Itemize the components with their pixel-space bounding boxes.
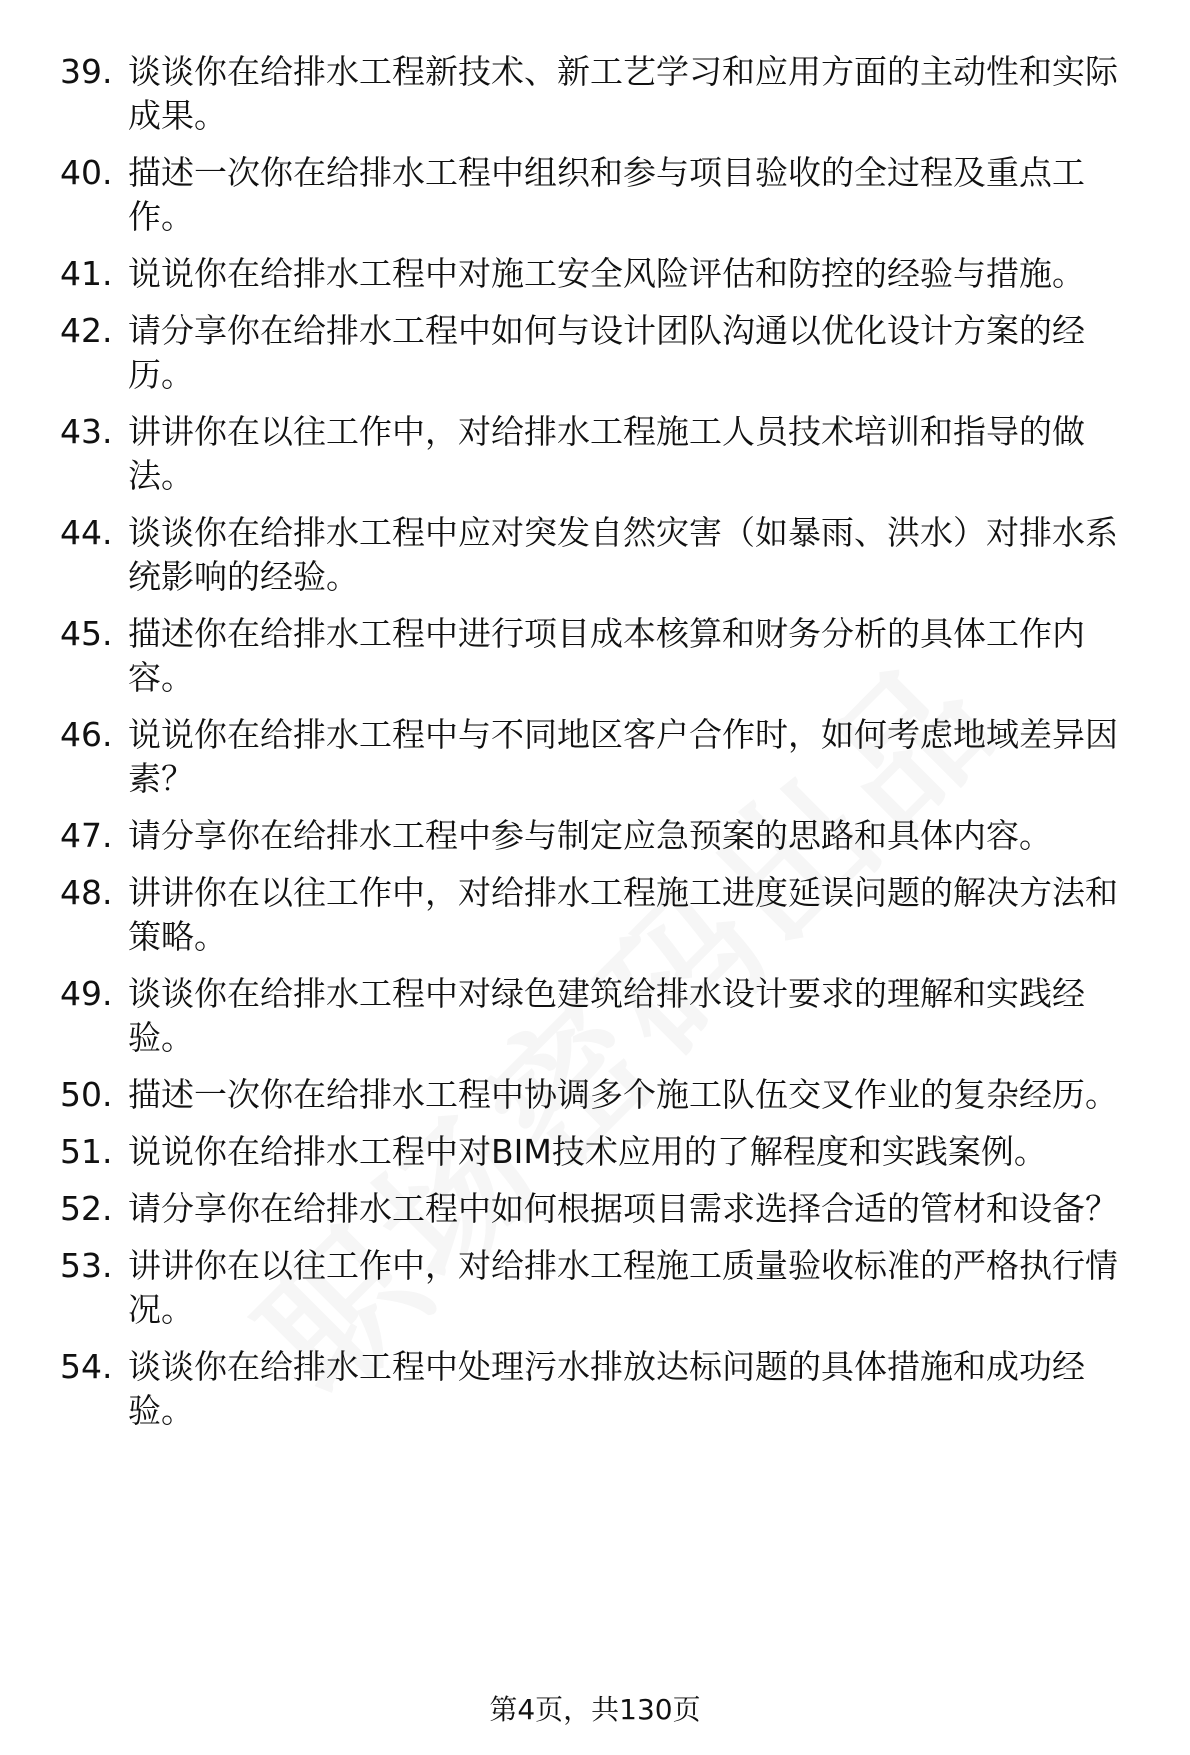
question-number: 43. xyxy=(60,412,113,451)
page-number: 第4页，共130页 xyxy=(489,1693,701,1726)
question-text: 谈谈你在给排水工程中处理污水排放达标问题的具体措施和成功经验。 xyxy=(128,1347,1085,1430)
question-text: 请分享你在给排水工程中如何根据项目需求选择合适的管材和设备？ xyxy=(128,1189,1118,1228)
question-text: 说说你在给排水工程中与不同地区客户合作时，如何考虑地域差异因素？ xyxy=(128,715,1118,798)
question-text: 谈谈你在给排水工程中应对突发自然灾害（如暴雨、洪水）对排水系统影响的经验。 xyxy=(128,513,1118,596)
list-item xyxy=(60,309,1150,397)
list-item xyxy=(60,1244,1150,1332)
question-number: 46. xyxy=(60,715,113,754)
list-item xyxy=(60,252,1150,296)
question-text: 谈谈你在给排水工程中对绿色建筑给排水设计要求的理解和实践经验。 xyxy=(128,974,1085,1057)
list-item xyxy=(60,972,1150,1060)
question-number: 53. xyxy=(60,1246,113,1285)
list-item xyxy=(60,151,1150,239)
list-item xyxy=(60,50,1150,138)
question-number: 50. xyxy=(60,1075,113,1114)
question-number: 48. xyxy=(60,873,113,912)
list-item xyxy=(60,511,1150,599)
question-number: 54. xyxy=(60,1347,113,1386)
question-list xyxy=(60,50,1150,1446)
question-text: 描述你在给排水工程中进行项目成本核算和财务分析的具体工作内容。 xyxy=(128,614,1085,697)
list-item xyxy=(60,1130,1150,1174)
question-number: 39. xyxy=(60,52,113,91)
list-item xyxy=(60,871,1150,959)
question-number: 51. xyxy=(60,1132,113,1171)
list-item xyxy=(60,410,1150,498)
question-number: 52. xyxy=(60,1189,113,1228)
list-item xyxy=(60,1073,1150,1117)
question-text: 讲讲你在以往工作中，对给排水工程施工人员技术培训和指导的做法。 xyxy=(128,412,1085,495)
question-number: 44. xyxy=(60,513,113,552)
question-text: 谈谈你在给排水工程新技术、新工艺学习和应用方面的主动性和实际成果。 xyxy=(128,52,1118,135)
question-number: 49. xyxy=(60,974,113,1013)
question-text: 说说你在给排水工程中对BIM技术应用的了解程度和实践案例。 xyxy=(128,1132,1047,1171)
question-text: 讲讲你在以往工作中，对给排水工程施工进度延误问题的解决方法和策略。 xyxy=(128,873,1118,956)
list-item xyxy=(60,713,1150,801)
question-text: 请分享你在给排水工程中如何与设计团队沟通以优化设计方案的经历。 xyxy=(128,311,1085,394)
question-number: 41. xyxy=(60,254,113,293)
question-text: 描述一次你在给排水工程中组织和参与项目验收的全过程及重点工作。 xyxy=(128,153,1085,236)
question-number: 45. xyxy=(60,614,113,653)
list-item xyxy=(60,1187,1150,1231)
list-item xyxy=(60,612,1150,700)
list-item xyxy=(60,1345,1150,1433)
question-number: 42. xyxy=(60,311,113,350)
question-text: 说说你在给排水工程中对施工安全风险评估和防控的经验与措施。 xyxy=(128,254,1085,293)
question-text: 讲讲你在以往工作中，对给排水工程施工质量验收标准的严格执行情况。 xyxy=(128,1246,1118,1329)
question-number: 40. xyxy=(60,153,113,192)
question-text: 描述一次你在给排水工程中协调多个施工队伍交叉作业的复杂经历。 xyxy=(128,1075,1118,1114)
question-number: 47. xyxy=(60,816,113,855)
question-text: 请分享你在给排水工程中参与制定应急预案的思路和具体内容。 xyxy=(128,816,1052,855)
list-item xyxy=(60,814,1150,858)
